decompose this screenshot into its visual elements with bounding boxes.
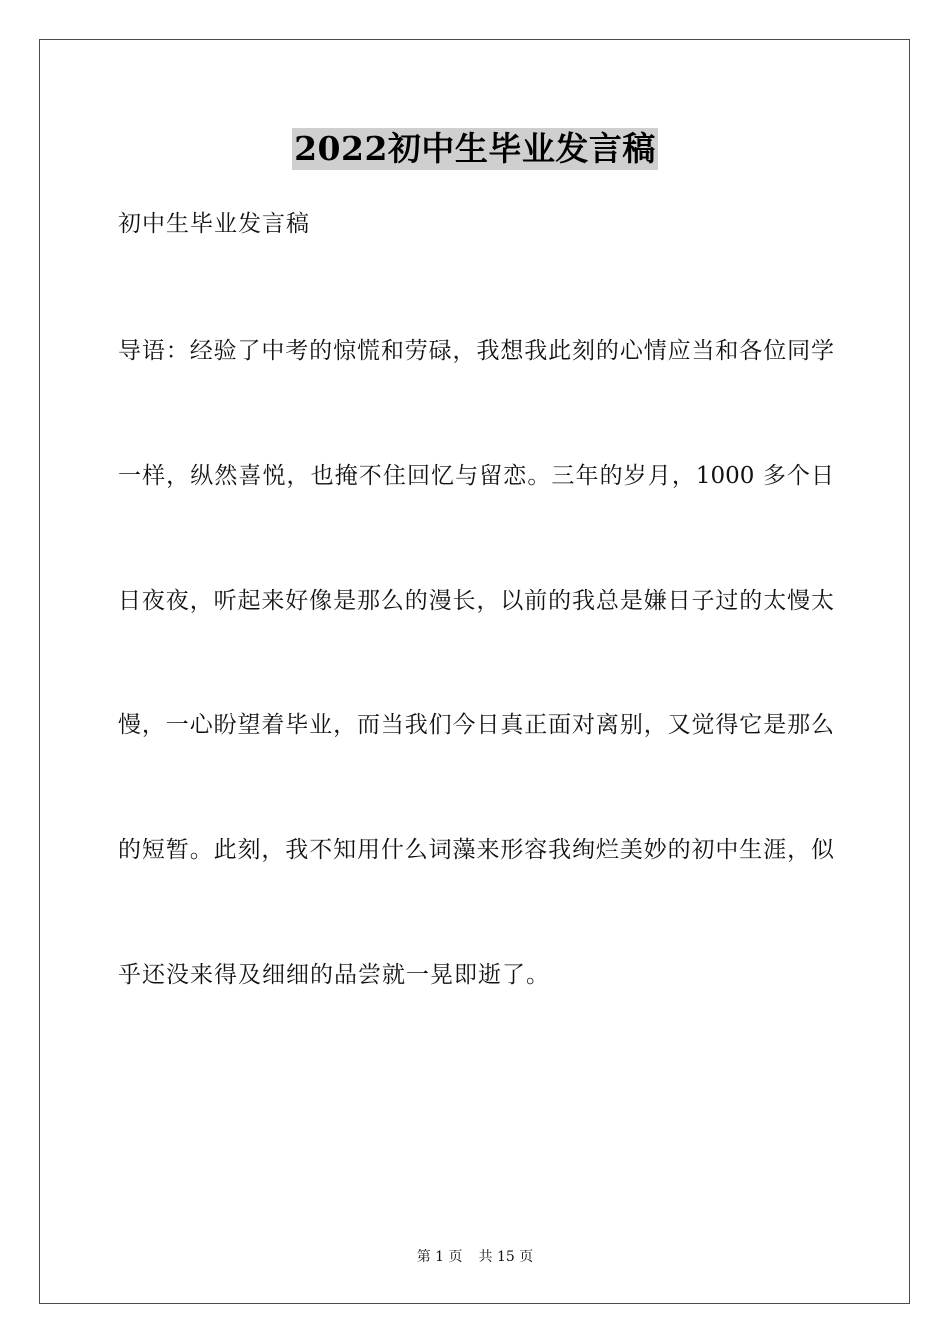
body-line-6: 乎还没来得及细细的品尝就一晃即逝了。 <box>118 962 550 988</box>
document-subtitle: 初中生毕业发言稿 <box>118 211 310 237</box>
document-title: 2022初中生毕业发言稿 <box>294 129 656 168</box>
body-line-2: 一样，纵然喜悦，也掩不住回忆与留恋。三年的岁月，1000 多个日 <box>118 463 834 489</box>
body-line-3: 日夜夜，听起来好像是那么的漫长，以前的我总是嫌日子过的太慢太 <box>118 588 834 614</box>
body-line-1: 导语：经验了中考的惊慌和劳碌，我想我此刻的心情应当和各位同学 <box>118 338 834 364</box>
title-container <box>0 128 950 170</box>
page-number: 第 1 页 <box>416 1249 463 1265</box>
body-line-4: 慢，一心盼望着毕业，而当我们今日真正面对离别，又觉得它是那么 <box>118 712 834 738</box>
page-total: 共 15 页 <box>478 1249 534 1265</box>
page-footer <box>0 1247 950 1267</box>
body-line-5: 的短暂。此刻，我不知用什么词藻来形容我绚烂美妙的初中生涯，似 <box>118 837 834 863</box>
